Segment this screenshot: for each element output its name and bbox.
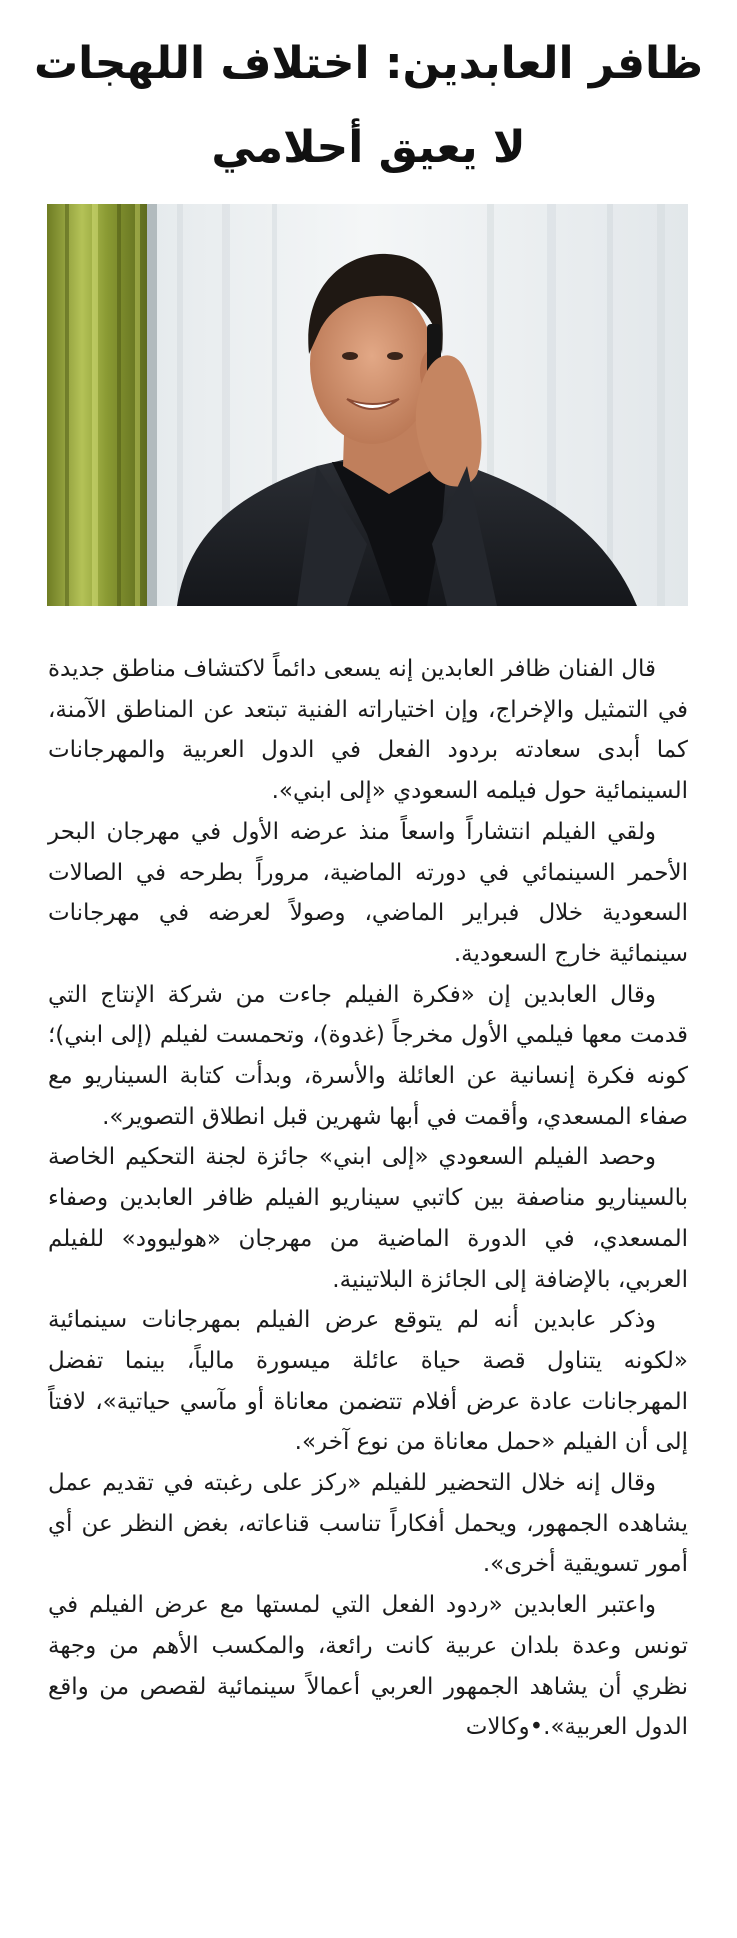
- article-paragraph: واعتبر العابدين «ردود الفعل التي لمستها مع عرض الفيلم في تونس وعدة بلدان عربية كانت رائعة، والمكسب الأهم من وجهة نظري أن يشاهد الجمهور العربي أعمالاً سينمائية لقصص من واقع الدول العربية».•وكالات: [48, 1592, 688, 1741]
- article-photo: [47, 204, 688, 606]
- article-paragraph: وقال إنه خلال التحضير للفيلم «ركز على رغبته في تقديم عمل يشاهده الجمهور، ويحمل أفكاراً تناسب قناعاته، بغض النظر عن أي أمور تسويقية أخرى».: [48, 1470, 688, 1578]
- headline-line-1: ظافر العابدين: اختلاف اللهجات: [33, 38, 704, 89]
- article-paragraph: ولقي الفيلم انتشاراً واسعاً منذ عرضه الأول في مهرجان البحر الأحمر السينمائي في دورته الماضية، مروراً بطرحه في الصالات السعودية خلال فبراير الماضي، وصولاً لعرضه في مهرجانات سينمائية خارج السعودية.: [48, 818, 688, 967]
- article-paragraph: وحصد الفيلم السعودي «إلى ابني» جائزة لجنة التحكيم الخاصة بالسيناريو مناصفة بين كاتبي سيناريو الفيلم ظافر العابدين وصفاء المسعدي، في الدورة الماضية من مهرجان «هوليوود» للفيلم العربي، بالإضافة إلى الجائزة البلاتينية.: [48, 1144, 688, 1293]
- article-paragraph: وذكر عابدين أنه لم يتوقع عرض الفيلم بمهرجانات سينمائية «لكونه يتناول قصة حياة عائلة ميسورة مالياً، بينما تفضل المهرجانات عادة عرض أفلام تتضمن معاناة أو مآسي حياتية»، لافتاً إلى أن الفيلم «حمل معاناة من نوع آخر».: [48, 1307, 688, 1456]
- article-paragraph: وقال العابدين إن «فكرة الفيلم جاءت من شركة الإنتاج التي قدمت معها فيلمي الأول مخرجاً (غدوة)، وتحمست لفيلم (إلى ابني)؛ كونه فكرة إنسانية عن العائلة والأسرة، وبدأت كتابة السيناريو مع صفاء المسعدي، وأقمت في أبها شهرين قبل انطلاق التصوير».: [48, 981, 688, 1130]
- article-headline: [30, 22, 707, 190]
- portrait-illustration: [47, 204, 688, 606]
- headline-line-2: لا يعيق أحلامي: [211, 122, 526, 173]
- article-paragraph: قال الفنان ظافر العابدين إنه يسعى دائماً لاكتشاف مناطق جديدة في التمثيل والإخراج، وإن اختياراته الفنية تبتعد عن المناطق الآمنة، كما أبدى سعادته بردود الفعل في الدول العربية والمهرجانات السينمائية حول فيلمه السعودي «إلى ابني».: [48, 656, 688, 805]
- article-body: [48, 649, 688, 1748]
